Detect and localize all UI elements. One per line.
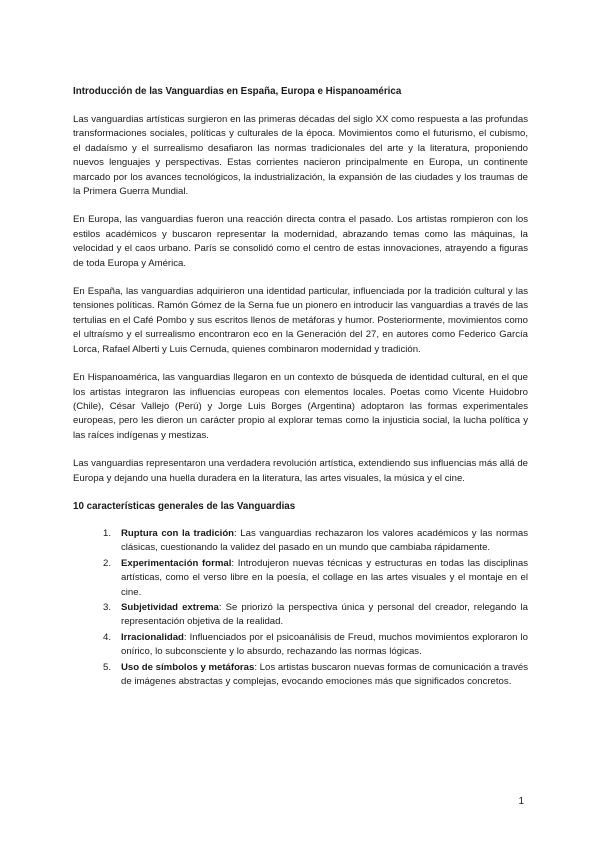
page-content xyxy=(73,85,528,690)
feature-text: : Las vanguardias rechazaron los valores académicos y las normas clásicas, cuestionando la validez del pasado en un mundo que cambiaba rápidamente. xyxy=(121,527,528,554)
feature-item xyxy=(103,527,528,556)
feature-number: 2. xyxy=(103,557,112,569)
feature-item xyxy=(103,661,528,690)
features-list xyxy=(73,527,528,689)
feature-number: 1. xyxy=(103,527,112,539)
feature-item xyxy=(103,557,528,600)
section-subtitle: 10 características generales de las Vanguardias xyxy=(73,500,296,512)
paragraph-spain: En España, las vanguardias adquirieron una identidad particular, influenciada por la tradición cultural y las tensiones políticas. Ramón Gómez de la Serna fue un pionero en introducir las vanguardias a través de las tertulias en el Café Pombo y sus escritos llenos de metáforas y humor. Posteriormente, movimientos como el ultraísmo y el surrealismo encontraron eco en la Generación del 27, en autores como Federico García Lorca, Rafael Alberti y Luis Cernuda, quienes combinaron modernidad y tradición. xyxy=(73,286,528,355)
page-number: 1 xyxy=(518,796,524,807)
feature-item xyxy=(103,601,528,630)
feature-text: : Influenciados por el psicoanálisis de Freud, muchos movimientos exploraron lo onírico, lo subconsciente y lo absurdo, rechazando las normas lógicas. xyxy=(121,631,528,658)
feature-number: 3. xyxy=(103,601,112,613)
paragraph-intro: Las vanguardias artísticas surgieron en las primeras décadas del siglo XX como respuesta a las profundas transformaciones sociales, políticas y culturales de la época. Movimientos como el futurismo, el cubismo, el dadaísmo y el surrealismo desafiaron las normas tradicionales del arte y la literatura, proponiendo nuevos lenguajes y perspectivas. Estas corrientes nacieron principalmente en Europa, un continente marcado por los avances tecnológicos, la industrialización, la expansión de las ciudades y los traumas de la Primera Guerra Mundial. xyxy=(73,114,528,198)
feature-text: : Los artistas buscaron nuevas formas de comunicación a través de imágenes abstractas y complejas, evocando emociones más que significados concretos. xyxy=(121,661,528,687)
paragraph-hispanoamerica: En Hispanoamérica, las vanguardias llegaron en un contexto de búsqueda de identidad cultural, en el que los artistas integraron las influencias europeas con elementos locales. Poetas como Vicente Huidobro (Chile), César Vallejo (Perú) y Jorge Luis Borges (Argentina) adoptaron las formas experimentales europeas, pero les dieron un carácter propio al explorar temas como la injusticia social, la lucha política y las raíces indígenas y mestizas. xyxy=(73,372,528,441)
feature-number: 4. xyxy=(103,631,112,643)
paragraph-europe: En Europa, las vanguardias fueron una reacción directa contra el pasado. Los artistas rompieron con los estilos académicos y buscaron representar la modernidad, abrazando temas como las máquinas, la velocidad y el caos urbano. París se consolidó como el centro de estas innovaciones, atrayendo a figuras de toda Europa y América. xyxy=(73,214,528,269)
feature-text: : Introdujeron nuevas técnicas y estructuras en todas las disciplinas artísticas, como el verso libre en la poesía, el collage en las artes visuales y el montaje en el cine. xyxy=(121,557,528,598)
feature-term: Irracionalidad xyxy=(121,631,184,643)
feature-term: Ruptura con la tradición xyxy=(121,527,235,539)
feature-text: : Se priorizó la perspectiva única y personal del creador, relegando la representación objetiva de la realidad. xyxy=(121,601,528,628)
document-title: Introducción de las Vanguardias en España, Europa e Hispanoamérica xyxy=(73,86,402,97)
paragraph-conclusion: Las vanguardias representaron una verdadera revolución artística, extendiendo sus influencias más allá de Europa y dejando una huella duradera en la literatura, las artes visuales, la música y el cine. xyxy=(73,458,528,484)
feature-term: Subjetividad extrema xyxy=(121,601,219,613)
feature-number: 5. xyxy=(103,661,112,673)
feature-term: Uso de símbolos y metáforas xyxy=(121,661,255,673)
feature-term: Experimentación formal xyxy=(121,557,232,569)
feature-item xyxy=(103,631,528,660)
